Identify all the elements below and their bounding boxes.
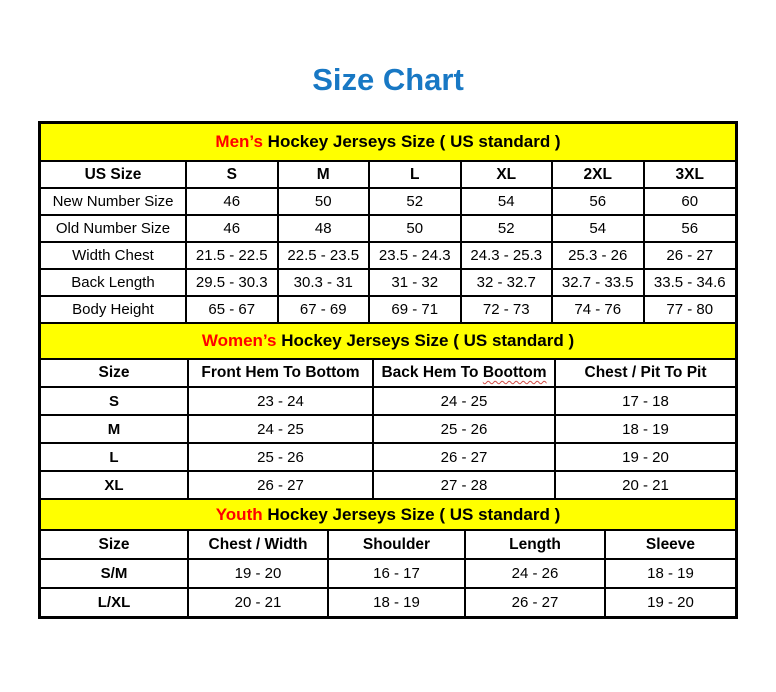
table-row	[41, 443, 735, 471]
col-header: Size	[41, 360, 188, 387]
womens-header-text: Hockey Jerseys Size ( US standard )	[276, 331, 575, 350]
value-cell: 20 - 21	[188, 588, 328, 616]
col-header: Sleeve	[605, 531, 735, 559]
value-cell: 50	[278, 188, 370, 215]
youth-table	[41, 531, 735, 616]
col-header: 2XL	[552, 162, 644, 188]
value-cell: 18 - 19	[555, 415, 735, 443]
value-cell: 46	[186, 215, 278, 242]
value-cell: 32 - 32.7	[461, 269, 553, 296]
value-cell: 20 - 21	[555, 471, 735, 498]
value-cell: 19 - 20	[605, 588, 735, 616]
size-chart	[38, 121, 738, 619]
value-cell: 33.5 - 34.6	[644, 269, 736, 296]
value-cell: 22.5 - 23.5	[278, 242, 370, 269]
value-cell: 24 - 25	[373, 387, 555, 415]
value-cell: 50	[369, 215, 461, 242]
womens-section-header	[41, 322, 735, 360]
value-cell: 23.5 - 24.3	[369, 242, 461, 269]
value-cell: 18 - 19	[605, 559, 735, 588]
row-label: M	[41, 415, 188, 443]
womens-table	[41, 360, 735, 498]
value-cell: 25 - 26	[373, 415, 555, 443]
col-header: XL	[461, 162, 553, 188]
value-cell: 67 - 69	[278, 296, 370, 322]
col-header: Front Hem To Bottom	[188, 360, 373, 387]
value-cell: 27 - 28	[373, 471, 555, 498]
value-cell: 65 - 67	[186, 296, 278, 322]
col-header: Shoulder	[328, 531, 465, 559]
col-header: Length	[465, 531, 605, 559]
value-cell: 77 - 80	[644, 296, 736, 322]
col-header: M	[278, 162, 370, 188]
mens-table	[41, 162, 735, 322]
value-cell: 23 - 24	[188, 387, 373, 415]
value-cell: 24 - 25	[188, 415, 373, 443]
table-row	[41, 215, 735, 242]
value-cell: 60	[644, 188, 736, 215]
mens-highlight-label: Men’s	[215, 132, 263, 151]
mens-header-row	[41, 162, 735, 188]
row-label: Back Length	[41, 269, 186, 296]
row-label: XL	[41, 471, 188, 498]
table-row	[41, 296, 735, 322]
value-cell: 26 - 27	[465, 588, 605, 616]
youth-section-header	[41, 498, 735, 531]
value-cell: 52	[369, 188, 461, 215]
value-cell: 30.3 - 31	[278, 269, 370, 296]
col-header: L	[369, 162, 461, 188]
youth-highlight-label: Youth	[215, 505, 263, 524]
value-cell: 69 - 71	[369, 296, 461, 322]
value-cell: 17 - 18	[555, 387, 735, 415]
mens-header-text: Hockey Jerseys Size ( US standard )	[262, 132, 561, 151]
row-label: S	[41, 387, 188, 415]
back-hem-misspelled-word: Boottom	[482, 364, 547, 381]
value-cell: 74 - 76	[552, 296, 644, 322]
value-cell: 46	[186, 188, 278, 215]
youth-header-row	[41, 531, 735, 559]
row-label: Width Chest	[41, 242, 186, 269]
womens-highlight-label: Women’s	[201, 331, 277, 350]
value-cell: 26 - 27	[373, 443, 555, 471]
mens-section-header	[41, 124, 735, 162]
table-row	[41, 559, 735, 588]
row-label: Old Number Size	[41, 215, 186, 242]
value-cell: 26 - 27	[644, 242, 736, 269]
value-cell: 21.5 - 22.5	[186, 242, 278, 269]
value-cell: 16 - 17	[328, 559, 465, 588]
col-header: US Size	[41, 162, 186, 188]
womens-header-row	[41, 360, 735, 387]
value-cell: 32.7 - 33.5	[552, 269, 644, 296]
back-hem-prefix: Back Hem To	[381, 364, 483, 381]
col-header: 3XL	[644, 162, 736, 188]
value-cell: 54	[552, 215, 644, 242]
value-cell: 56	[552, 188, 644, 215]
value-cell: 24.3 - 25.3	[461, 242, 553, 269]
value-cell: 31 - 32	[369, 269, 461, 296]
row-label: New Number Size	[41, 188, 186, 215]
value-cell: 18 - 19	[328, 588, 465, 616]
value-cell: 19 - 20	[188, 559, 328, 588]
table-row	[41, 588, 735, 616]
row-label: S/M	[41, 559, 188, 588]
table-row	[41, 471, 735, 498]
col-header: S	[186, 162, 278, 188]
value-cell: 19 - 20	[555, 443, 735, 471]
value-cell: 48	[278, 215, 370, 242]
table-row	[41, 269, 735, 296]
table-row	[41, 415, 735, 443]
youth-header-text: Hockey Jerseys Size ( US standard )	[262, 505, 561, 524]
col-header: Size	[41, 531, 188, 559]
value-cell: 52	[461, 215, 553, 242]
value-cell: 24 - 26	[465, 559, 605, 588]
table-row	[41, 387, 735, 415]
value-cell: 56	[644, 215, 736, 242]
row-label: Body Height	[41, 296, 186, 322]
table-row	[41, 242, 735, 269]
row-label: L	[41, 443, 188, 471]
value-cell: 29.5 - 30.3	[186, 269, 278, 296]
value-cell: 25.3 - 26	[552, 242, 644, 269]
value-cell: 54	[461, 188, 553, 215]
row-label: L/XL	[41, 588, 188, 616]
page-title: Size Chart	[312, 62, 464, 97]
col-header: Chest / Pit To Pit	[555, 360, 735, 387]
value-cell: 72 - 73	[461, 296, 553, 322]
value-cell: 25 - 26	[188, 443, 373, 471]
col-header: Chest / Width	[188, 531, 328, 559]
value-cell: 26 - 27	[188, 471, 373, 498]
col-header	[373, 360, 555, 387]
table-row	[41, 188, 735, 215]
